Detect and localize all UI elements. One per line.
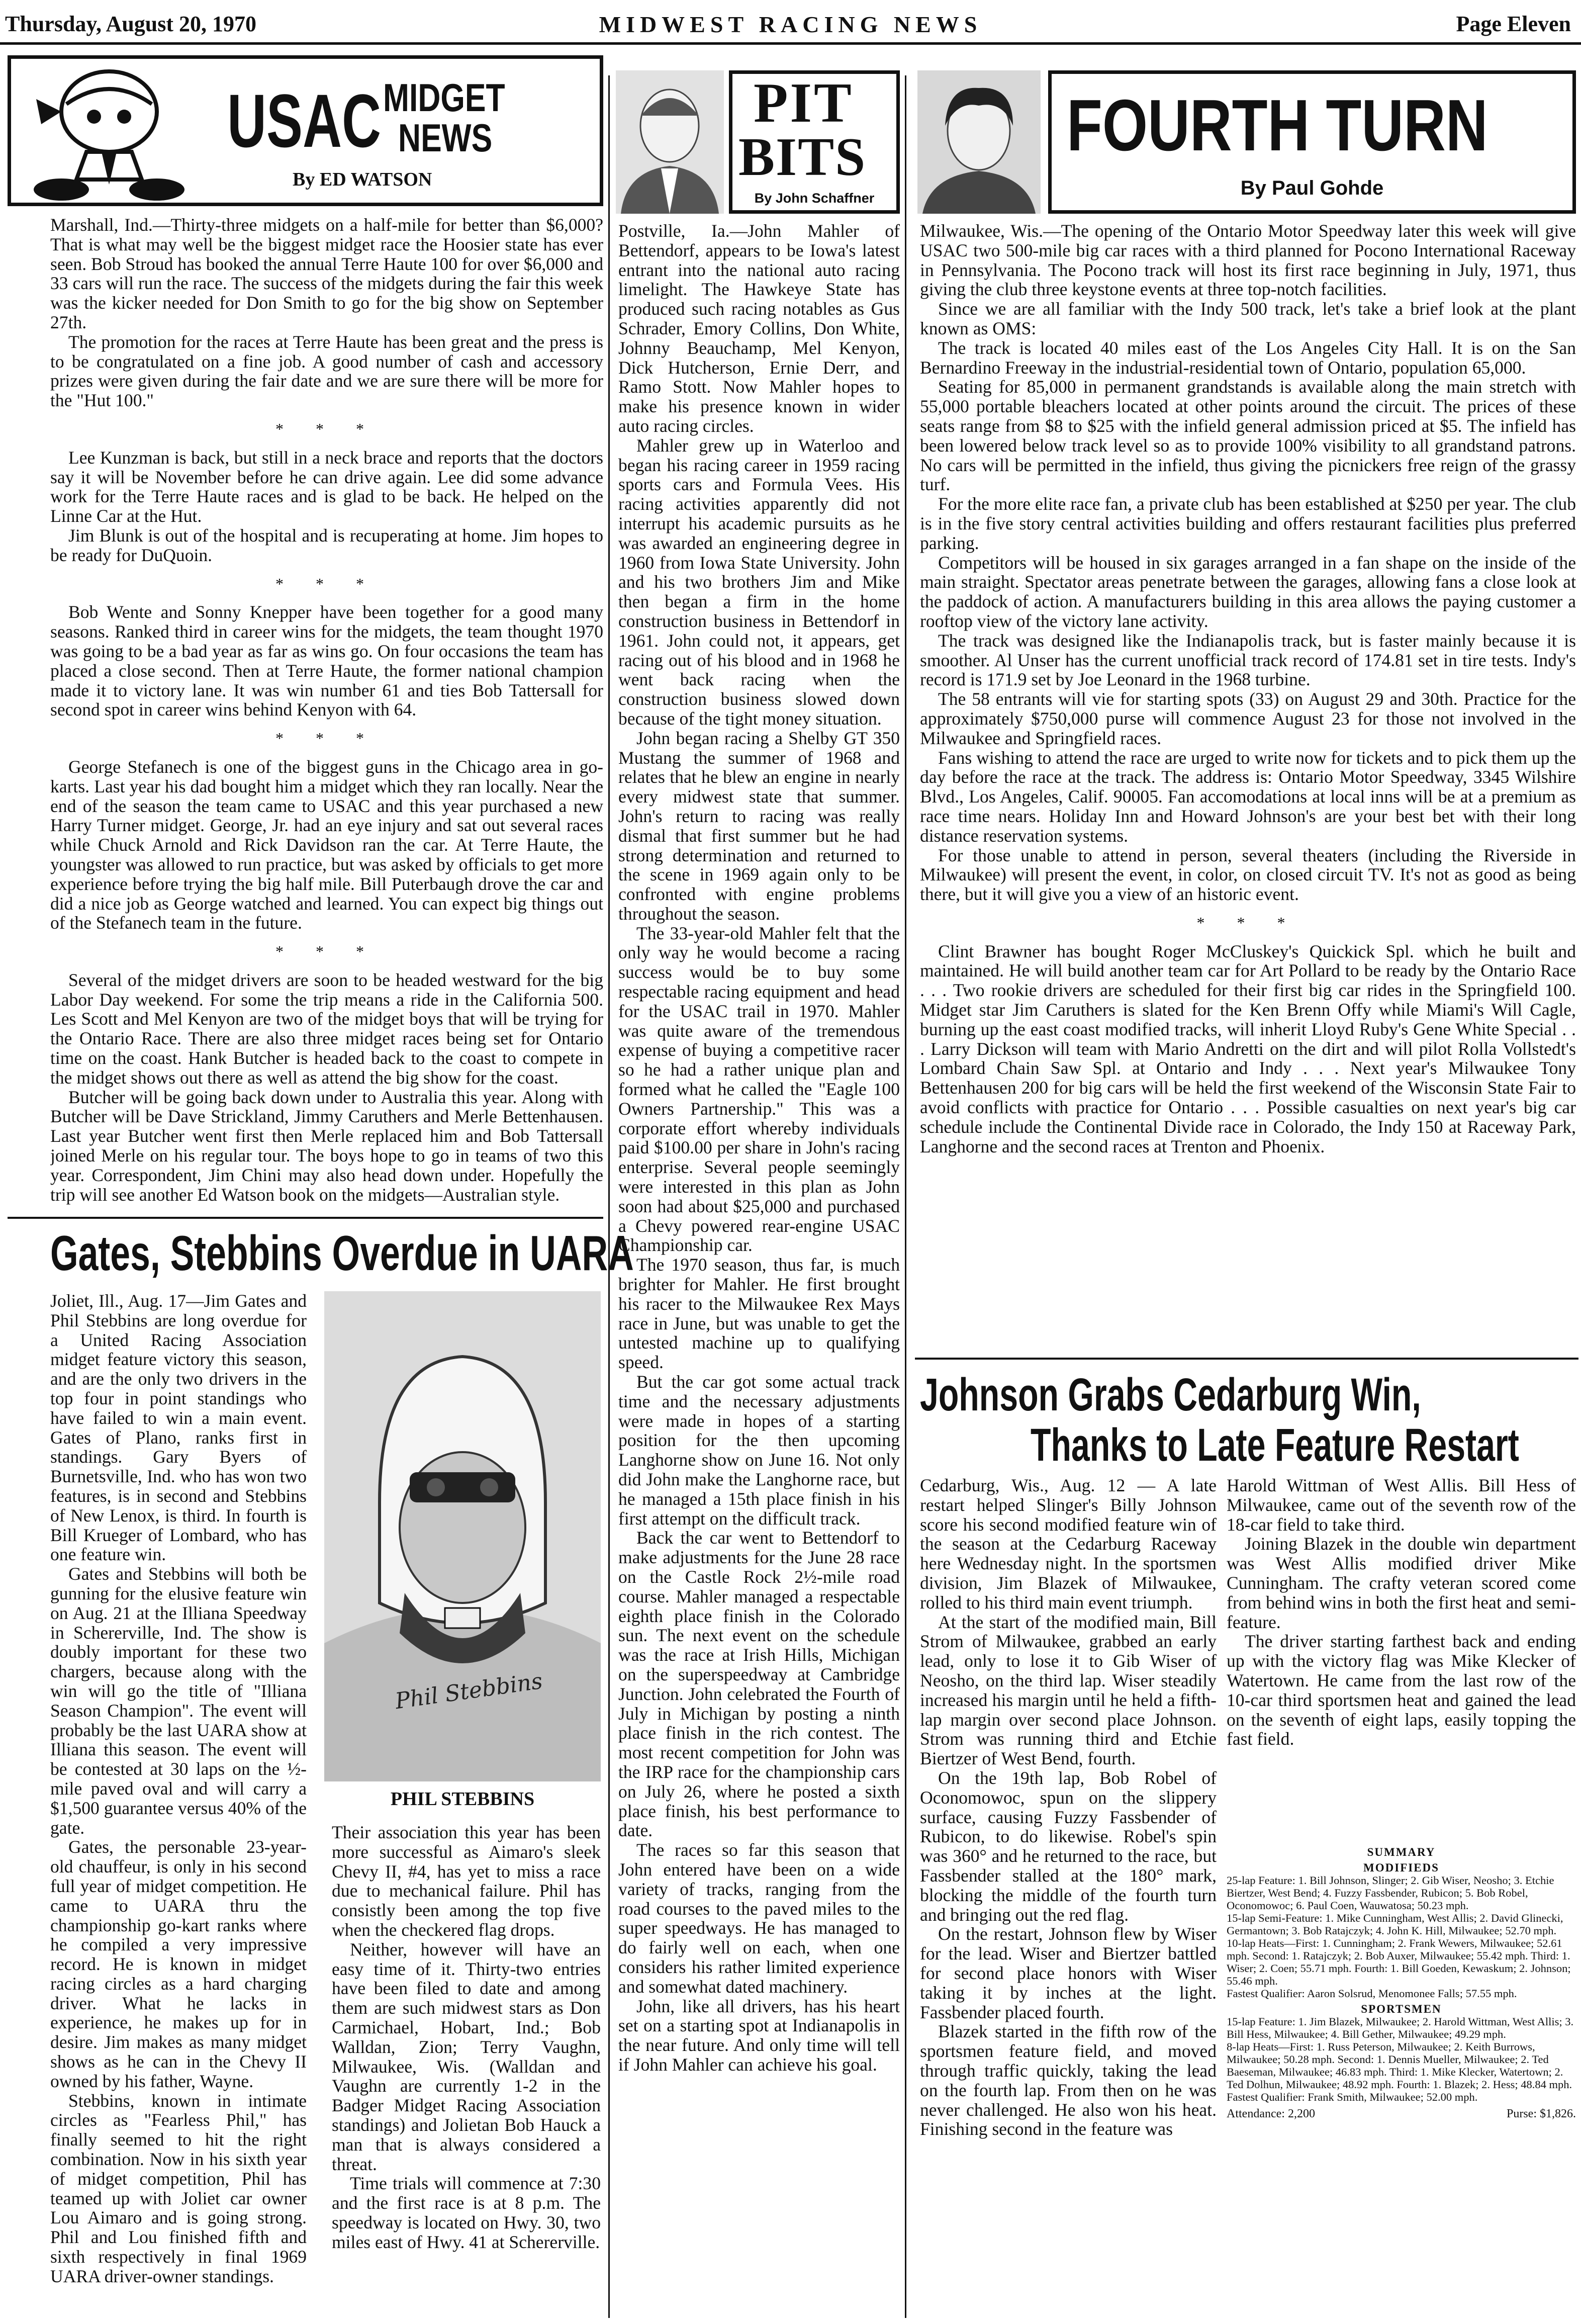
article-paragraph: Time trials will commence at 7:30 and the first race is at 8 p.m. The speedway is located on Hwy. 30, two miles east of Hwy. 41 at Schererville. (332, 2173, 601, 2252)
result-line: 15-lap Feature: 1. Jim Blazek, Milwaukee; 2. Harold Wittman, West Allis; 3. Bill Hess, Milwaukee; 4. Bill Gether, Milwaukee; 49.29 mph. (1227, 2015, 1574, 2040)
gates-headline: Gates, Stebbins Overdue in UARA (50, 1225, 634, 1281)
masthead-rule (0, 42, 1581, 45)
section-separator: * * * (1196, 913, 1299, 932)
phil-stebbins-photo (324, 1291, 601, 1781)
johnson-article-continued (1227, 1476, 1576, 1838)
fourth-turn-article-body (920, 221, 1576, 1343)
article-paragraph: Since we are all familiar with the Indy 500 track, let's take a brief look at the plant known as OMS: (920, 299, 1576, 338)
purse: Purse: $1,826. (1507, 2107, 1576, 2120)
article-paragraph: The track is located 40 miles east of the Los Angeles City Hall. It is on the San Bernardino Freeway in the industrial-residential town of Ontario, population 65,000. (920, 337, 1576, 378)
article-paragraph: Blazek started in the fifth row of the sportsmen feature field, and moved through traffic quickly, taking the lead on the fourth lap. From then on he was never challenged. He also won his heat. Finishing second in the feature was (920, 2021, 1217, 2139)
photo-caption: PHIL STEBBINS (390, 1789, 535, 1810)
usac-title-midget: MIDGET (383, 75, 505, 120)
article-paragraph: Joliet, Ill., Aug. 17—Jim Gates and Phil Stebbins are long overdue for a United Racing Association midget feature victory this season, and are the only two drivers in the top four in point standings who have failed to win a main event. Gates of Plano, ranks first in standings. Gary Byers of Burnetsville, Ind. who has won two features, is in second and Stebbins of New Lenox, is third. In fourth is Bill Krueger of Lombard, who has one feature win. (50, 1291, 307, 1565)
article-paragraph: Bob Wente and Sonny Knepper have been together for a good many seasons. Ranked third in career wins for the midgets, the team thought 1970 was going to be a bad year as far as wins go. On four occasions the team has placed a close second. Then at Terre Haute, the former national champion made it to victory lane. It was win number 61 and ties Bob Tattersall for second spot in career wins behind Kenyon with 64. (50, 602, 603, 720)
section-separator: * * * (275, 574, 378, 593)
race-results-summary (1227, 1843, 1576, 2318)
article-paragraph: Milwaukee, Wis.—The opening of the Ontario Motor Speedway later this week will give USAC two 500-mile big car races with a third planned for Pocono International Raceway in Pennsylvania. The Pocono track will host its first race beginning in July, 1971, thus giving the club three keystone events at three top-notch facilities. (920, 221, 1576, 300)
article-paragraph: Postville, Ia.—John Mahler of Bettendorf, appears to be Iowa's latest entrant into the national auto racing limelight. The Hawkeye State has produced such racing notables as Gus Schrader, Emory Collins, Don White, Johnny Beauchamp, Mel Kenyon, Dick Hutcherson, Ernie Derr, and Ramo Stott. Now Mahler hopes to make his presence known in wider auto racing circles. (618, 221, 900, 436)
result-line: 10-lap Heats—First: 1. Cunningham; 2. Frank Wewers, Milwaukee; 52.61 mph. Second: 1. Ratajczyk; 2. Bob Auxer, Milwaukee; 55.42 mph. Third: 1. Wiser; 2. Coen; 55.71 mph. Fourth: 1. Bill Goeden, Kewaskum; 2. Johnson; 55.46 mph. (1227, 1937, 1571, 1987)
article-paragraph: The 33-year-old Mahler felt that the only way he would become a racing success would be to buy some respectable racing equipment and head for the USAC trail in 1970. Mahler was quite aware of the tremendous expense of buying a competitive racer so he had a rather unique plan and formed what he called the "Eagle 100 Owners Partnership." This was a corporate effort whereby individuals paid $100.00 per share in John's racing enterprise. Several people seemingly were interested in this plan as John soon had about $25,000 and purchased a Chevy powered rear-engine USAC Championship car. (618, 923, 900, 1256)
usac-title-news: NEWS (398, 116, 493, 160)
article-paragraph: At the start of the modified main, Bill Strom of Milwaukee, grabbed an early lead, only to lose it to Gib Wiser of Neosho, on the third lap. Wiser steadily increased his margin until he held a fifth-lap margin over second place Johnson. Strom was running third and Etchie Biertzer of West Bend, fourth. (920, 1612, 1217, 1769)
attendance: Attendance: 2,200 (1227, 2107, 1315, 2120)
result-line: Fastest Qualifier: Aaron Solsrud, Menomonee Falls; 57.55 mph. (1227, 1987, 1517, 2000)
article-paragraph: Neither, however will have an easy time of it. Thirty-two entries have been filed to date and among them are such midwest stars as Don Carmichael, Hobart, Ind.; Bob Walldan, Zion; Terry Vaughn, Milwaukee, Wis. (Walldan and Vaughn are currently 1-2 in the Badger Midget Racing Association standings) and Jolietan Bob Hauck a man that is always considered a threat. (332, 1939, 601, 2174)
article-paragraph: Gates, the personable 23-year-old chauffeur, is only in his second full year of midget competition. He came to UARA thru the championship go-kart ranks where he compiled a very impressive record. He is known in midget racing circles as a hard charging driver. What he lacks in experience, he makes up for in desire. Jim makes as many midget shows as he can in the Chevy II owned by his father, Wayne. (50, 1837, 307, 2091)
article-paragraph: Cedarburg, Wis., Aug. 12 — A late restart helped Slinger's Billy Johnson score his second modified feature win of the season at the Cedarburg Raceway here Wednesday night. In the sportsmen division, Jim Blazek of Milwaukee, rolled to his third main event triumph. (920, 1476, 1217, 1613)
john-schaffner-photo (616, 70, 724, 214)
result-line: 15-lap Semi-Feature: 1. Mike Cunningham, West Allis; 2. David Glinecki, Germantown; 3. Bob Ratajczyk; 4. John K. Hill, Milwaukee; 52.70 mph. (1227, 1912, 1563, 1937)
section-separator: * * * (275, 419, 378, 438)
article-paragraph: On the restart, Johnson flew by Wiser for the lead. Wiser and Biertzer battled for second place honors with Wiser taking it by inches at the light. Fassbender placed fourth. (920, 1924, 1217, 2022)
johnson-article-body (920, 1476, 1217, 2318)
article-paragraph: Marshall, Ind.—Thirty-three midgets on a half-mile for better than $6,000? That is what may well be the biggest midget race the Hoosier state has ever seen. Bob Stroud has booked the annual Terre Haute 100 for over $6,000 and 33 cars will run the race. The success of the midgets during the fair this week was the kicker needed for Don Smith to go for the big show on September 27th. (50, 215, 603, 332)
article-paragraph: Fans wishing to attend the race are urged to write now for tickets and to pick them up the day before the race at the track. The address is: Ontario Motor Speedway, 3345 Wilshire Blvd., Los Angeles, Calif. 90005. Fan accomodations at local inns will be at a premium as race time nears. Holiday Inn and Howard Johnson's are your best bet with their long distance reservation systems. (920, 747, 1576, 846)
article-paragraph: The promotion for the races at Terre Haute has been great and the press is to be congratulated on a fine job. A good number of cash and accessory prizes were given during the fair date and we are sure there will be more for the "Hut 100." (50, 331, 603, 411)
columnist-portrait (616, 70, 724, 214)
driver-helmet-portrait (324, 1291, 601, 1781)
article-paragraph: John, like all drivers, has his heart set on a starting spot at Indianapolis in the near future. And only time will tell if John Mahler can achieve his goal. (618, 1996, 900, 2075)
article-paragraph: The driver starting farthest back and ending up with the victory flag was Mike Klecker of Watertown. He came from the last row of the 10-car third sportsmen heat and gained the lead on the seventh of eight laps, easily topping the fast field. (1227, 1631, 1576, 1749)
article-paragraph: But the car got some actual track time and the necessary adjustments were made in hopes of a starting position for the then upcoming Langhorne show on June 16. Not only did John make the Langhorne race, but he managed a 15th place finish in his first attempt on the difficult track. (618, 1372, 900, 1529)
article-paragraph: Joining Blazek in the double win department was West Allis modified driver Mike Cunningham. The crafty veteran scored come from behind wins in both the first heat and semi-feature. (1227, 1534, 1576, 1632)
pit-bits-title-bits: BITS (738, 127, 867, 187)
column-divider (608, 75, 610, 2318)
pit-bits-header (729, 70, 900, 214)
result-line: 25-lap Feature: 1. Bill Johnson, Slinger; 2. Gib Wiser, Neosho; 3. Etchie Biertzer, West Bend; 4. Fuzzy Fassbender, Rubicon; 5. Bob Robel, Oconomowoc; 6. Paul Coen, Wauwatosa; 50.23 mph. (1227, 1874, 1554, 1912)
article-paragraph: On the 19th lap, Bob Robel of Oconomowoc, spun on the slippery surface, causing Fuzzy Fassbender of Rubicon, to do likewise. Robel's spin was 360° and he returned to the race, but Fassbender stalled at the 180° mark, blocking the middle of the fourth turn and bringing out the red flag. (920, 1767, 1217, 1925)
usac-article-body (50, 215, 603, 1216)
article-divider (915, 1358, 1578, 1360)
result-line: Fastest Qualifier: Frank Smith, Milwaukee; 52.00 mph. (1227, 2091, 1478, 2103)
usac-byline: By ED WATSON (293, 169, 432, 190)
article-paragraph: Gates and Stebbins will both be gunning for the elusive feature win on Aug. 21 at the Illiana Speedway in Schererville, Ind. The show is doubly important for these two chargers, because along with the win will go the title of "Illiana Season Champion". The event will probably be the last UARA show at Illiana this season. The event will be contested at 30 laps on the ½-mile paved oval and will carry a $1,500 guarantee versus 40% of the gate. (50, 1564, 307, 1838)
modifieds-heading: MODIFIEDS (1363, 1861, 1439, 1874)
fourth-turn-header (1048, 70, 1576, 214)
article-paragraph: Back the car went to Bettendorf to make adjustments for the June 28 race on the Castle Rock 2½-mile road course. Mahler managed a respectable eighth place finish in the Colorado sun. The next event on the schedule was the race at Irish Hills, Michigan on the superspeedway at Cambridge Junction. John celebrated the Fourth of July in Michigan by posting a ninth place finish in the rich contest. The most recent competition for John was the IRP race for the championship cars on July 26, where he posted a sixth place finish, his best performance to date. (618, 1528, 900, 1841)
columnist-portrait (917, 70, 1041, 214)
article-divider (8, 1217, 603, 1219)
pit-bits-title-pit: PIT (754, 72, 854, 134)
paul-gohde-photo (917, 70, 1041, 214)
article-paragraph: The track was designed like the Indianapolis track, but is faster mainly because it is smoother. Al Unser has the current unofficial track record of 174.81 set in tire tests. Indy's record is 171.9 set by Joe Leonard in the 1968 turbine. (920, 630, 1576, 690)
gates-article-continued (332, 1823, 601, 2318)
photo-autograph: Phil Stebbins (393, 1668, 544, 1715)
article-paragraph: John began racing a Shelby GT 350 Mustang the summer of 1968 and relates that he blew an engine in nearly every midwest state that summer. John's return to racing was really dismal that first summer but he had strong determination and returned to the scene in 1969 again only to be confronted with engine problems throughout the season. (618, 728, 900, 924)
sportsmen-heading: SPORTSMEN (1361, 2003, 1442, 2015)
article-paragraph: Butcher will be going back down under to Australia this year. Along with Butcher will be Dave Strickland, Jimmy Caruthers and Merle Bettenhausen. Last year Butcher went first then Merle replaced him and Bob Tattersall joined Merle on his regular tour. The boys hope to go in teams of two this year. Correspondent, Jim Chini may also head down under. Hopefully the trip will see another Ed Watson book on the midgets—Australian style. (50, 1087, 603, 1205)
masthead-paper-name: MIDWEST RACING NEWS (599, 12, 982, 37)
usac-title-big: USAC (227, 78, 382, 163)
column-divider (905, 75, 906, 2318)
fourth-turn-title: FOURTH TURN (1067, 84, 1488, 166)
article-paragraph: Seating for 85,000 in permanent grandstands is available along the main stretch with 55,000 portable bleachers located at other points around the circuit. The prices of these seats range from $8 to $25 with the infield general admission priced at $5. The infield has been lowered below track level so as to provide 100% visibility to all grandstand patrons. No cars will be permitted in the infield, thus giving the picnickers free reign of the grassy turf. (920, 377, 1576, 495)
pit-bits-article-body (618, 221, 900, 2318)
summary-heading: SUMMARY (1367, 1846, 1436, 1858)
masthead-date: Thursday, August 20, 1970 (5, 12, 257, 36)
article-paragraph: Mahler grew up in Waterloo and began his racing career in 1959 racing sports cars and Formula Vees. His racing activities apparently did not interrupt his academic pursuits as he was awarded an engineering degree in 1960 from Iowa State University. John and his two brothers Jim and Mike then began a firm in the home construction business in Bettendorf in 1961. John could not, it appears, get racing out of his blood and in 1968 he went back racing when the construction business slowed down because of the tight money situation. (618, 435, 900, 729)
section-separator: * * * (275, 729, 378, 748)
article-paragraph: Stebbins, known in intimate circles as "Fearless Phil," has finally seemed to hit the right combination. Now in his sixth year of midget competition, Phil has teamed up with Joliet car owner Lou Aimaro and is going strong. Phil and Lou finished fifth and sixth respectively in final 1969 UARA driver-owner standings. (50, 2090, 307, 2286)
article-paragraph: For those unable to attend in person, several theaters (including the Riverside in Milwaukee) will present the event, in color, on closed circuit TV. It's not as good as being there, but it will give you a view of an historic event. (920, 845, 1576, 905)
masthead-page-number: Page Eleven (1456, 12, 1571, 36)
article-paragraph: Lee Kunzman is back, but still in a neck brace and reports that the doctors say it will be November before he can drive again. Lee did some advance work for the Terre Haute races and is glad to be back. He helped on the Linne Car at the Hut. (50, 447, 603, 526)
article-paragraph: The 58 entrants will vie for starting spots (33) on August 29 and 30th. Practice for the approximately $750,000 purse will commence August 23 for those not involved in the Milwaukee and Springfield races. (920, 689, 1576, 748)
midget-car-driver-icon (26, 64, 192, 205)
result-line: 8-lap Heats—First: 1. Russ Peterson, Milwaukee; 2. Keith Burrows, Milwaukee; 50.28 mph. Second: 1. Dennis Mueller, Milwaukee; 2. Ted Baeseman, Milwaukee; 46.83 mph. Third: 1. Mike Klecker, Watertown; 2. Ted Dolhun, Milwaukee; 48.92 mph. Fourth: 1. Blazek; 2. Hess; 48.84 mph. (1227, 2040, 1572, 2091)
article-paragraph: The 1970 season, thus far, is much brighter for Mahler. He first brought his racer to the Milwaukee Rex Mays race in June, but was unable to get the untested machine up to qualifying speed. (618, 1255, 900, 1373)
article-paragraph: The races so far this season that John entered have been on a wide variety of tracks, ranging from the road courses to the paved miles to the super speedways. He has managed to do fairly well on each, when one considers his rather limited experience and somewhat dated machinery. (618, 1840, 900, 1997)
attendance-purse-line (1227, 2107, 1576, 2121)
article-paragraph: Jim Blunk is out of the hospital and is recuperating at home. Jim hopes to be ready for DuQuoin. (50, 525, 603, 565)
johnson-headline-line-2: Thanks to Late Feature Restart (1031, 1419, 1519, 1471)
pit-bits-byline: By John Schaffner (754, 191, 875, 206)
article-paragraph: Their association this year has been more successful as Aimaro's sleek Chevy II, #4, has yet to miss a race due to mechanical failure. Phil has consistly been among the top five when the checkered flag drops. (332, 1823, 601, 1940)
article-paragraph: Clint Brawner has bought Roger McCluskey's Quickick Spl. which he built and maintained. He will build another team car for Art Pollard to be ready by the Ontario Race . . . Two rookie drivers are scheduled for their first big car rides in the Springfield 100. Midget star Jim Caruthers is slated for the Ken Brenn Offy while Miami's Will Cagle, burning up the east coast modified tracks, will inherit Lloyd Ruby's Gene White Special . . . Larry Dickson will team with Mario Andretti on the dirt and will pilot Rolla Vollstedt's Lombard Chain Saw Spl. at Ontario and Indy . . . Next year's Milwaukee Tony Bettenhausen 200 for big cars will be held the first weekend of the Wisconsin State Fair to avoid conflicts with practice for Ontario . . . Possible casualties on next year's big car schedule include the Continental Divide race in Colorado, the Indy 150 at Raceway Park, Langhorne and the second races at Trenton and Phoenix. (920, 941, 1576, 1156)
usac-midget-news-header (8, 55, 603, 206)
article-paragraph: George Stefanech is one of the biggest guns in the Chicago area in go-karts. Last year his dad bought him a midget which they ran locally. Near the end of the season the team came to USAC and this year purchased a new Harry Turner midget. George, Jr. had an eye injury and sat out several races while Chuck Arnold and Rick Davidson ran the car. At Terre Haute, the youngster was allowed to run practice, but was asked by officials to get more experience before trying the big half mile. Bill Puterbaugh drove the car and did a nice job as George watched and learned. You can expect big things out of the Stefanech team in the future. (50, 756, 603, 933)
article-paragraph: Several of the midget drivers are soon to be headed westward for the big Labor Day weekend. For some the trip means a ride in the California 500. Les Scott and Mel Kenyon are two of the midget boys that will be trying for the Ontario Race. There are also three midget races being set for Ontario time on the coast. Hank Butcher is headed back to the coast to compete in the midget shows out there as well as attend the big show for the coast. (50, 969, 603, 1088)
article-paragraph: For the more elite race fan, a private club has been established at $250 per year. The club is in the five story central activities building and offers restaurant facilities plus preferred parking. (920, 494, 1576, 553)
fourth-turn-byline: By Paul Gohde (1240, 177, 1384, 199)
section-separator: * * * (275, 942, 378, 961)
article-paragraph: Competitors will be housed in six garages arranged in a fan shape on the inside of the main straight. Spectator areas penetrate between the garages, allowing fans a close look at the paddock of action. A manufacturers building in this area allows the paying customer a rooftop view of the victory lane activity. (920, 552, 1576, 631)
johnson-headline-line-1: Johnson Grabs Cedarburg Win, (920, 1369, 1421, 1420)
article-paragraph: Harold Wittman of West Allis. Bill Hess of Milwaukee, came out of the seventh row of the 18-car field to take third. (1227, 1476, 1576, 1535)
gates-article-body (50, 1291, 307, 2319)
